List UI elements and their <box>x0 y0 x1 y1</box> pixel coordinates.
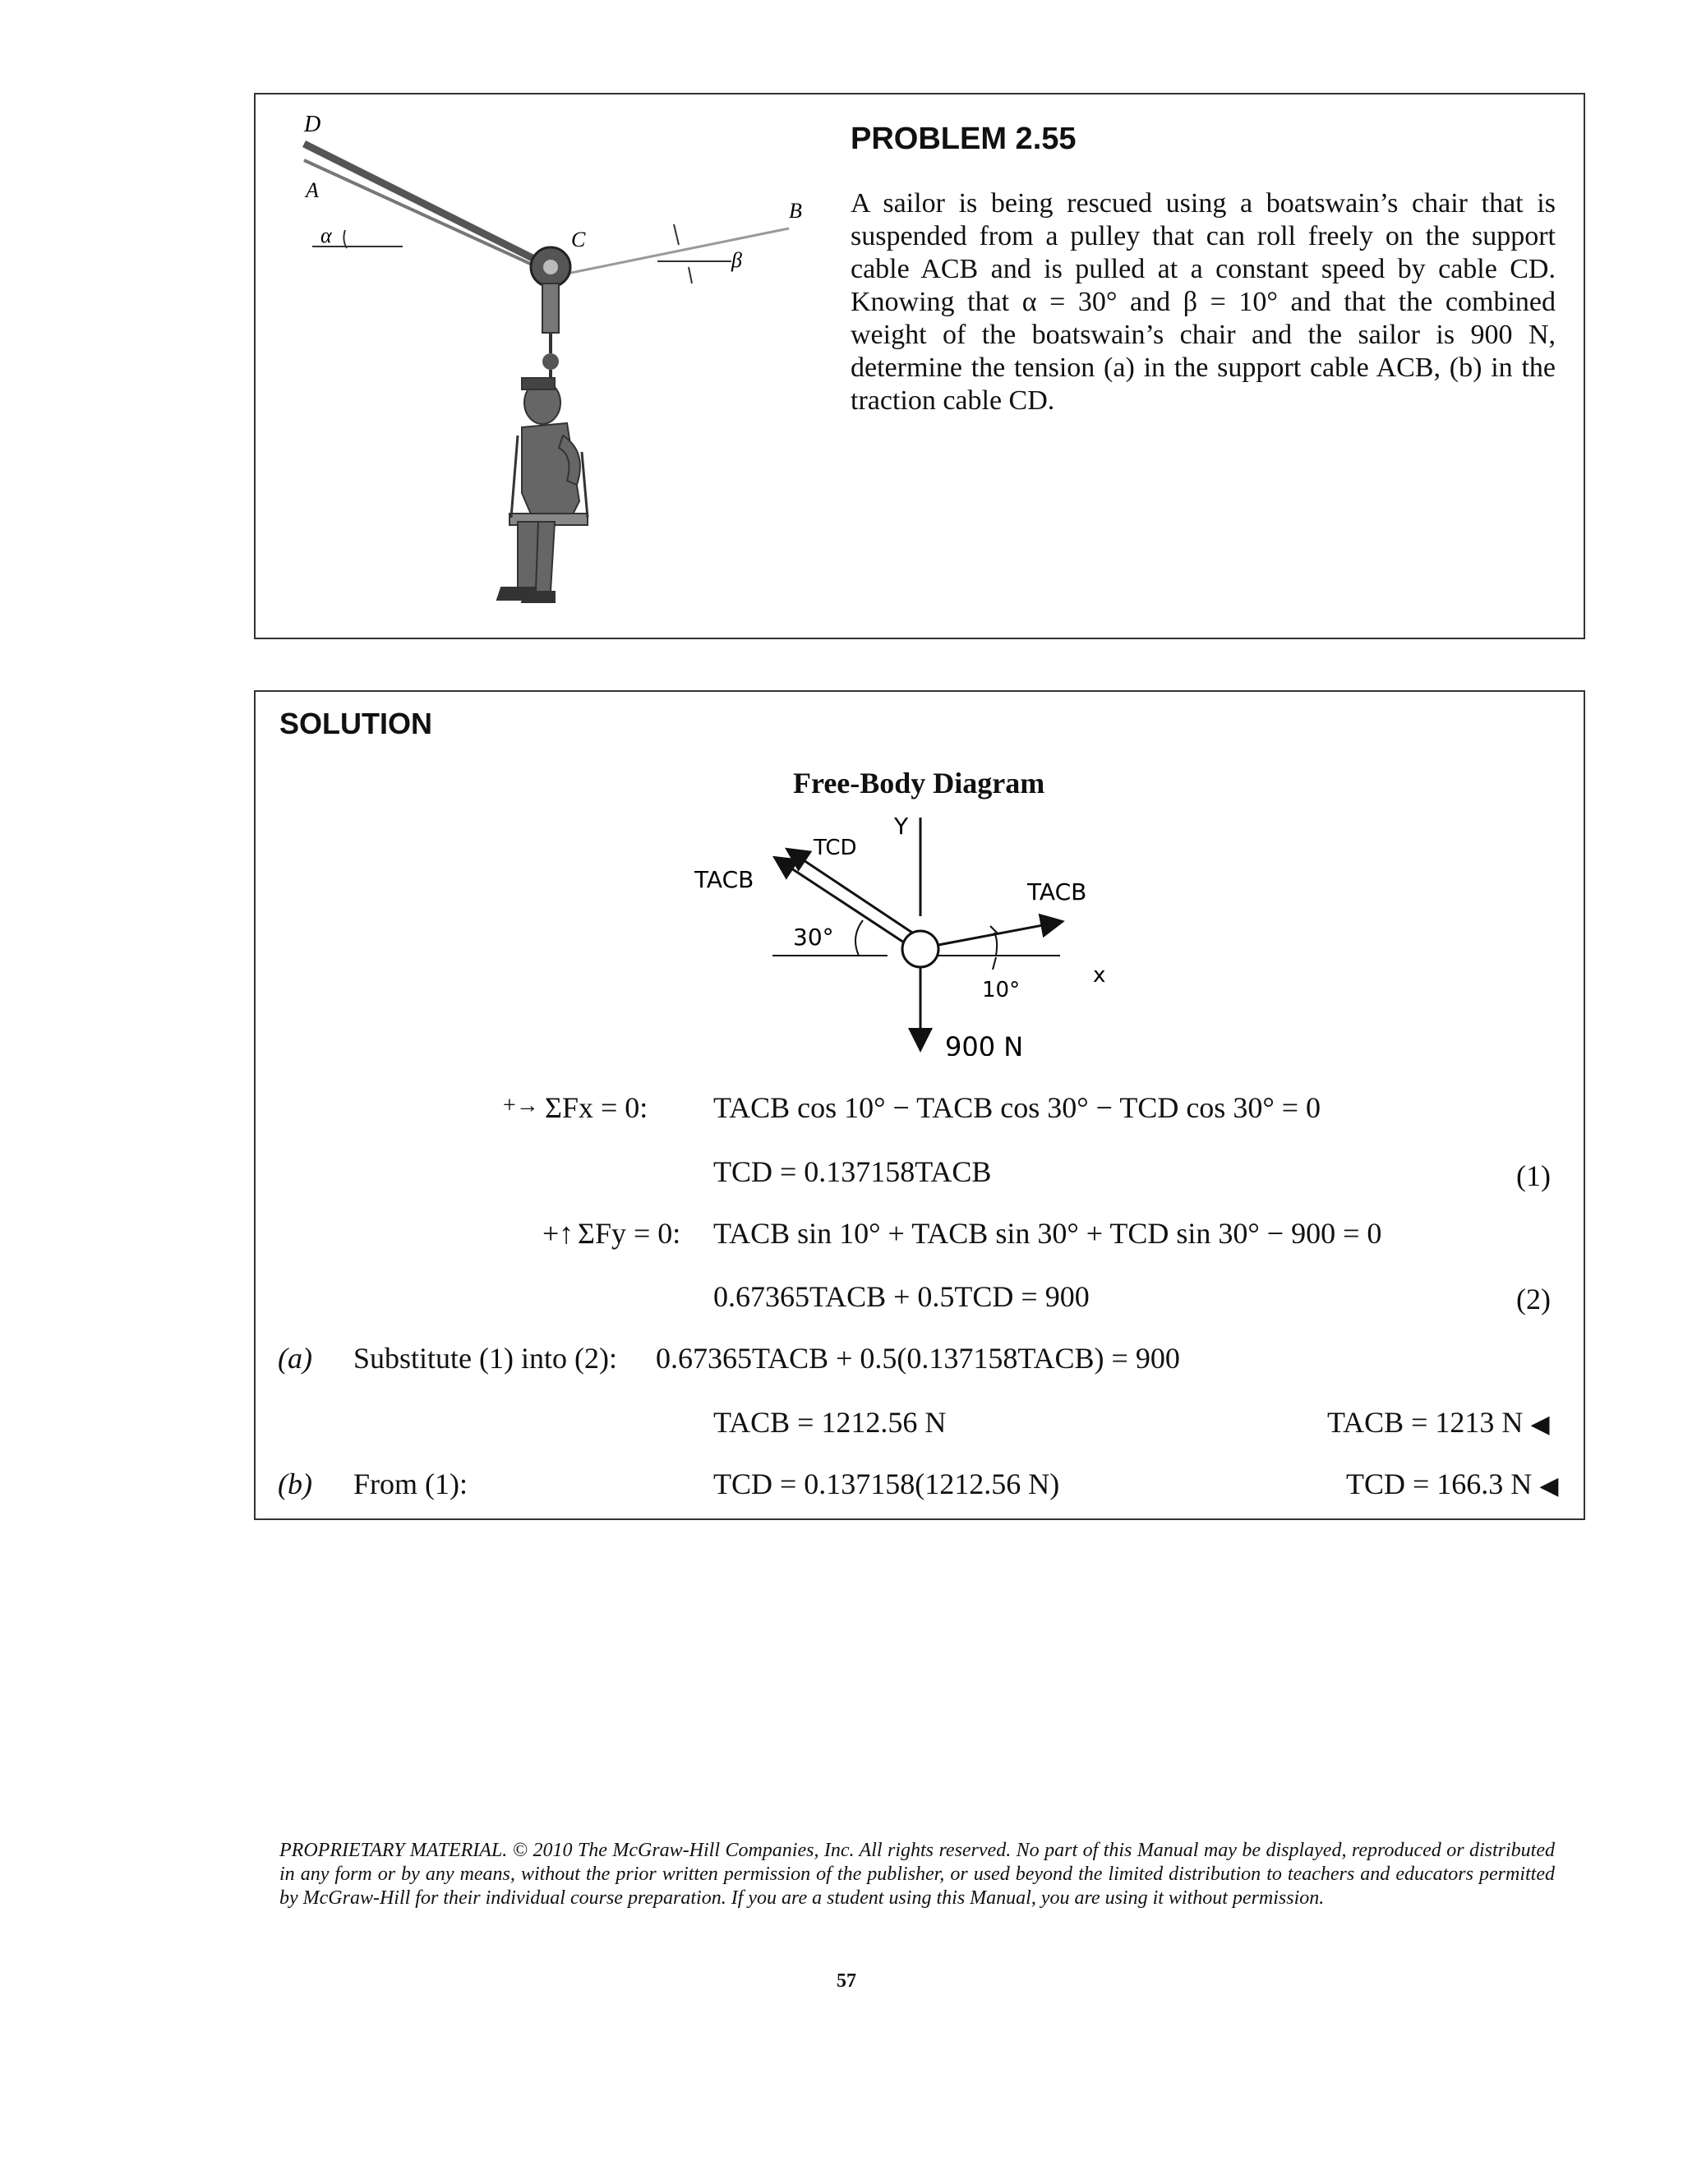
part-a-label: (a) <box>278 1342 312 1375</box>
label-t-cd: TCD <box>814 836 857 860</box>
label-b: B <box>789 199 802 223</box>
part-b-expression: TCD = 0.137158(1212.56 N) <box>713 1468 1060 1500</box>
free-body-diagram <box>674 809 1167 1056</box>
label-x: x <box>1093 963 1106 988</box>
pulley-node <box>902 931 938 967</box>
label-c: C <box>571 228 586 251</box>
cable-ac <box>304 160 546 271</box>
t-acb-right-arrow <box>938 922 1060 945</box>
page-number: 57 <box>837 1970 856 1992</box>
cable-cb <box>559 228 789 275</box>
label-alpha: α <box>320 223 332 247</box>
problem-statement: A sailor is being rescued using a boatswain’s chair that is suspended from a pulley that can roll freely on the support cable ACB and is pulled at a constant speed by cable CD. Knowing that α = 30° and β = 10° and that the combined weight of the boatswain’s chair and the sailor is 900 N, determine the tension (a) in the support cable ACB, (b) in the traction cable CD. <box>851 188 1556 416</box>
equation-1: TCD = 0.137158TACB <box>713 1155 992 1188</box>
part-a-step: Substitute (1) into (2): <box>353 1342 617 1375</box>
problem-title: PROBLEM 2.55 <box>851 122 1077 156</box>
sum-fy-equation: TACB sin 10° + TACB sin 30° + TCD sin 30° − 900 = 0 <box>713 1217 1382 1250</box>
part-a-expression: 0.67365TACB + 0.5(0.137158TACB) = 900 <box>656 1342 1180 1375</box>
label-10deg: 10° <box>982 978 1021 1002</box>
fbd-title: Free-Body Diagram <box>793 767 1045 799</box>
label-a: A <box>306 178 319 202</box>
answer-marker-icon: ◀ <box>1539 1472 1559 1500</box>
part-a-answer: TACB = 1213 N ◀ <box>1327 1406 1550 1439</box>
label-30deg: 30° <box>793 924 834 951</box>
label-d: D <box>304 112 321 137</box>
label-t-acb-left: TACB <box>694 866 754 893</box>
part-b-answer: TCD = 166.3 N ◀ <box>1346 1468 1559 1500</box>
solution-title: SOLUTION <box>279 707 432 740</box>
label-y: Y <box>894 813 909 840</box>
label-900n: 900 N <box>945 1031 1024 1056</box>
label-beta: β <box>731 248 742 272</box>
part-a-result: TACB = 1212.56 N <box>713 1406 947 1439</box>
cable-cd <box>304 144 551 267</box>
problem-figure <box>271 107 846 624</box>
equation-2-number: (2) <box>1516 1283 1551 1315</box>
answer-marker-icon: ◀ <box>1530 1411 1550 1438</box>
sailor-figure <box>497 378 588 602</box>
t-cd-arrow <box>789 850 912 933</box>
sum-fx-label: +→ ΣFx = 0: <box>503 1091 648 1124</box>
part-b-step: From (1): <box>353 1468 468 1500</box>
part-b-label: (b) <box>278 1468 312 1500</box>
copyright-notice: PROPRIETARY MATERIAL. © 2010 The McGraw-Hill Companies, Inc. All rights reserved. No part of this Manual may be displayed, reproduced or distributed in any form or by any means, without the prior written permission of the publisher, or used beyond the limited distribution to teachers and educators permitted by McGraw-Hill for their individual course preparation. If you are a student using this Manual, you are using it without permission. <box>279 1840 1555 1909</box>
label-t-acb-right: TACB <box>1027 878 1087 905</box>
sum-fy-label: +↑ ΣFy = 0: <box>542 1217 681 1250</box>
sum-fx-equation: TACB cos 10° − TACB cos 30° − TCD cos 30° = 0 <box>713 1091 1321 1124</box>
equation-2: 0.67365TACB + 0.5TCD = 900 <box>713 1280 1090 1313</box>
equation-1-number: (1) <box>1516 1159 1551 1192</box>
